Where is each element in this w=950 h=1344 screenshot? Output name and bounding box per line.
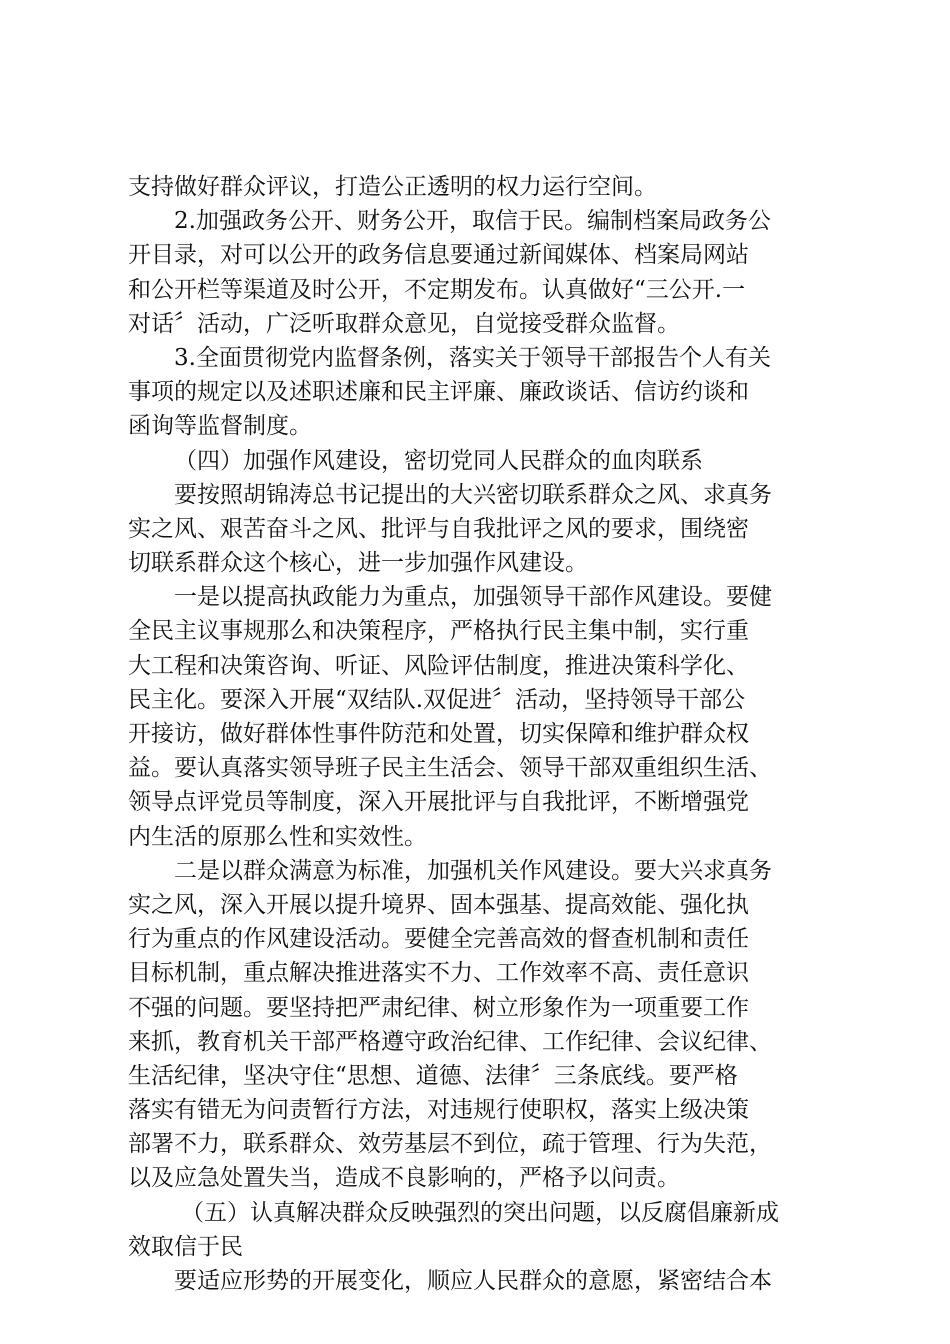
text-line: 来抓，教育机关干部严格遵守政治纪律、工作纪律、会议纪律、 xyxy=(128,1028,772,1055)
text-line: 民主化。要深入开展“双结队.双促进〞活动，坚持领导干部公 xyxy=(128,686,746,713)
text-line: 对话〞活动，广泛听取群众意见，自觉接受群众监督。 xyxy=(128,310,680,337)
text-line: 3.全面贯彻党内监督条例，落实关于领导干部报告个人有关 xyxy=(174,344,771,371)
text-line: 不强的问题。要坚持把严肃纪律、树立形象作为一项重要工作 xyxy=(128,994,749,1021)
text-line: 实之风、艰苦奋斗之风、批评与自我批评之风的要求，围绕密 xyxy=(128,515,749,542)
text-line: 内生活的原那么性和实效性。 xyxy=(128,823,427,850)
text-line: 益。要认真落实领导班子民主生活会、领导干部双重组织生活、 xyxy=(128,755,772,782)
text-line: 部署不力，联系群众、效劳基层不到位，疏于管理、行为失范， xyxy=(128,1131,772,1158)
text-line: 事项的规定以及述职述廉和民主评廉、廉政谈话、信访约谈和 xyxy=(128,379,749,406)
section-heading-continued: 效取信于民 xyxy=(128,1233,243,1260)
text-line: 和公开栏等渠道及时公开，不定期发布。认真做好“三公开.一 xyxy=(128,276,746,303)
text-line: 领导点评党员等制度，深入开展批评与自我批评，不断增强党 xyxy=(128,789,749,816)
text-line: 行为重点的作风建设活动。要健全完善高效的督查机制和责任 xyxy=(128,926,749,953)
text-line: 以及应急处置失当，造成不良影响的，严格予以问责。 xyxy=(128,1165,680,1192)
text-line: 2.加强政务公开、财务公开，取信于民。编制档案局政务公 xyxy=(174,208,771,235)
text-line: 要按照胡锦涛总书记提出的大兴密切联系群众之风、求真务 xyxy=(174,481,772,508)
text-line: 开接访，做好群体性事件防范和处置，切实保障和维护群众权 xyxy=(128,721,749,747)
text-line: 函询等监督制度。 xyxy=(128,413,312,440)
document-body xyxy=(128,170,840,1298)
section-heading: （四）加强作风建设，密切党同人民群众的血肉联系 xyxy=(174,447,703,474)
section-heading: （五）认真解决群众反映强烈的突出问题，以反腐倡廉新成 xyxy=(181,1199,779,1226)
text-line: 生活纪律，坚决守住“思想、道德、法律〞三条底线。要严格 xyxy=(128,1062,738,1089)
text-line: 大工程和决策咨询、听证、风险评估制度，推进决策科学化、 xyxy=(128,652,749,679)
text-line: 实之风，深入开展以提升境界、固本强基、提高效能、强化执 xyxy=(128,891,749,918)
text-line: 一是以提高执政能力为重点，加强领导干部作风建设。要健 xyxy=(174,584,772,611)
text-line: 切联系群众这个核心，进一步加强作风建设。 xyxy=(128,550,588,577)
text-line: 落实有错无为问责暂行方法，对违规行使职权，落实上级决策 xyxy=(128,1097,749,1124)
text-line: 二是以群众满意为标准，加强机关作风建设。要大兴求真务 xyxy=(174,857,772,884)
text-line: 目标机制，重点解决推进落实不力、工作效率不高、责任意识 xyxy=(128,960,749,987)
text-line: 全民主议事规那么和决策程序，严格执行民主集中制，实行重 xyxy=(128,618,749,645)
text-line: 要适应形势的开展变化，顺应人民群众的意愿，紧密结合本 xyxy=(174,1268,772,1294)
text-line: 支持做好群众评议，打造公正透明的权力运行空间。 xyxy=(128,174,657,200)
text-line: 开目录，对可以公开的政务信息要通过新闻媒体、档案局网站 xyxy=(128,242,749,269)
